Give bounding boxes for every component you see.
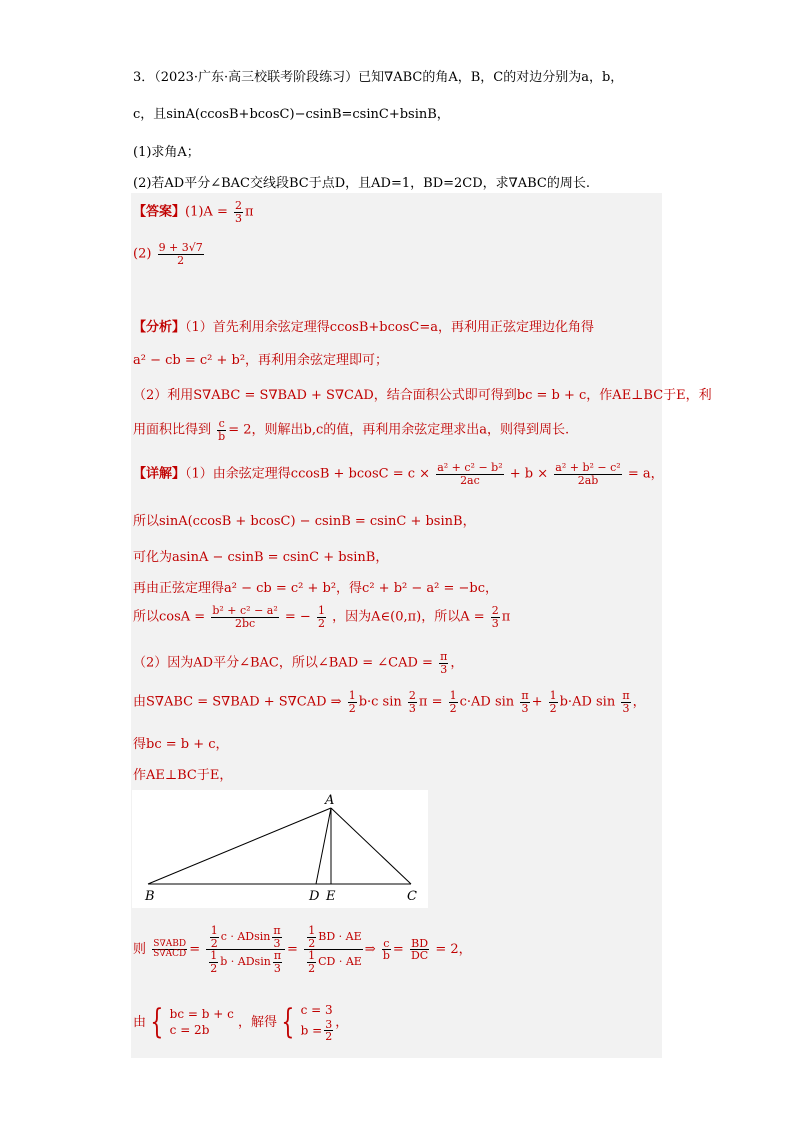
problem-stem-text-1: 已知∇ABC的角A，B，C的对边分别为a，b，	[358, 70, 624, 85]
left-brace-2: {	[281, 1002, 295, 1043]
analysis-line-4: 用面积比得到 $\frac{c}{b}$ = 2，则解出b,c的值，再利用余弦定理求出a，则得到周长.	[133, 417, 570, 443]
problem-stem-line-1	[133, 66, 623, 85]
label-d: D	[309, 889, 320, 904]
answer-line-1: 【答案】(1)A = $\frac{2}{3}$ π	[133, 199, 254, 225]
detail-line-4: 再由正弦定理得a² − cb = c² + b²，得c² + b² − a² = −bc，	[133, 581, 499, 596]
detail-line-8: 得bc = b + c，	[133, 737, 229, 752]
analysis-line-2: a² − cb = c² + b²，再利用余弦定理即可；	[133, 353, 389, 368]
triangle-figure	[132, 790, 428, 908]
detail-line-11: 由 { bc = b + c c = 2b ，解得 { c = 3 b = $\frac{3}{2}$ ，	[133, 1002, 349, 1044]
detail-label: 【详解】	[133, 466, 186, 482]
detail-line-10: 则 $\frac{\text{S∇ABD}}{\text{S∇ACD}}$ = $\frac{1}{2}$ c · ADsin $\frac{\pi}{3}$ $\frac{1}{2}$ b · ADsin $\frac{\pi}{3}$ = $\frac{1}{2}$ BD · AE $\frac{1}{2}$ CD · AE ⇒ $\frac{c}{b}$ = $\frac{BD}{DC}$ = 2，	[133, 924, 472, 975]
analysis-line-3: （2）利用S∇ABC = S∇BAD + S∇CAD，结合面积公式即可得到bc = b + c，作AE⊥BC于E，利	[133, 388, 712, 403]
answer-1-prefix: (1)A =	[185, 204, 228, 220]
label-b: B	[145, 889, 155, 904]
c-over-b-fraction: $\frac{c}{b}$	[218, 417, 226, 443]
detail-line-2: 所以sinA(ccosB + bcosC) − csinB = csinC + bsinB，	[133, 514, 476, 529]
detail-line-6: （2）因为AD平分∠BAC，所以∠BAD = ∠CAD = $\frac{\pi}{3}$ ，	[133, 650, 464, 676]
detail-line-1: 【详解】（1）由余弦定理得ccosB + bcosC = c × $\frac{\text{a² + c² − b²}}{2ac}$ + b × $\frac{\text{a² + b² − c²}}{2ab}$ = a，	[133, 461, 664, 487]
label-c: C	[407, 889, 417, 904]
left-brace: {	[150, 1002, 164, 1043]
label-e: E	[326, 889, 336, 904]
analysis-line-1: 【分析】（1）首先利用余弦定理得ccosB+bcosC=a，再利用正弦定理边化角得	[133, 320, 594, 335]
answer-1-fraction: $\frac{2}{3}$	[234, 199, 242, 225]
answer-2-prefix: (2)	[133, 246, 152, 262]
answer-line-2	[133, 242, 206, 266]
detail-line-9: 作AE⊥BC于E，	[133, 768, 233, 783]
problem-stem-line-2: c，且sinA(ccosB+bcosC)−csinB=csinC+bsinB，	[133, 107, 450, 122]
answer-label: 【答案】	[133, 204, 186, 220]
problem-source: （2023·广东·高三校联考阶段练习）	[154, 70, 359, 85]
detail-line-7: 由S∇ABC = S∇BAD + S∇CAD ⇒ $\frac{1}{2}$ b·c sin $\frac{2}{3}$ π = $\frac{1}{2}$ c·AD sin $\frac{\pi}{3}$ + $\frac{1}{2}$ b·AD sin $\frac{\pi}{3}$ ，	[133, 689, 646, 715]
figure-background	[132, 790, 428, 908]
analysis-label: 【分析】	[133, 320, 186, 335]
answer-2-fraction: $\frac{9 + 3√7}{2}$	[158, 241, 203, 267]
question-1: (1)求角A；	[133, 145, 200, 160]
detail-line-3: 可化为asinA − csinB = csinC + bsinB，	[133, 550, 389, 565]
label-a: A	[325, 793, 335, 808]
problem-number: 3．	[133, 70, 155, 85]
question-2: (2)若AD平分∠BAC交线段BC于点D，且AD=1，BD=2CD，求∇ABC的周长.	[133, 176, 590, 191]
detail-line-5: 所以cosA = $\frac{\text{b² + c² − a²}}{2bc}$ = − $\frac{1}{2}$ ，因为A∈(0,π)，所以A = $\frac{2}{3}$ π	[133, 604, 511, 630]
